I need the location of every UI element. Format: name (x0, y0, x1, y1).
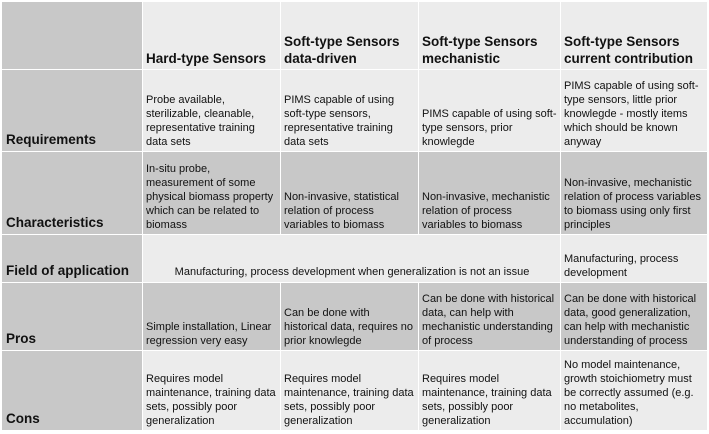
column-header-mechanistic: Soft-type Sensors mechanistic (419, 2, 561, 70)
table-cell: Can be done with historical data, can help with mechanistic understanding of process (419, 283, 561, 351)
column-header-current-contribution: Soft-type Sensors current contribution (561, 2, 708, 70)
corner-cell (2, 2, 143, 70)
row-header-cons: Cons (2, 351, 143, 431)
header-row (2, 2, 708, 70)
table-cell: Non-invasive, mechanistic relation of process variables to biomass using only first principles (561, 152, 708, 235)
table-cell: PIMS capable of using soft-type sensors, representative training data sets (281, 70, 419, 152)
table-cell: Requires model maintenance, training data sets, possibly poor generalization (281, 351, 419, 431)
table-cell: Non-invasive, mechanistic relation of process variables to biomass (419, 152, 561, 235)
table-cell: Can be done with historical data, requires no prior knowlegde (281, 283, 419, 351)
comparison-table (1, 1, 708, 431)
table-cell: Probe available, sterilizable, cleanable, representative training data sets (143, 70, 281, 152)
table-cell: Requires model maintenance, training data sets, possibly poor generalization (143, 351, 281, 431)
row-header-requirements: Requirements (2, 70, 143, 152)
row-header-characteristics: Characteristics (2, 152, 143, 235)
column-header-hard-type: Hard-type Sensors (143, 2, 281, 70)
table-cell: In-situ probe, measurement of some physical biomass property which can be related to biomass (143, 152, 281, 235)
table-cell: Non-invasive, statistical relation of process variables to biomass (281, 152, 419, 235)
table-cell: PIMS capable of using soft-type sensors, prior knowlegde (419, 70, 561, 152)
table-cell: Simple installation, Linear regression very easy (143, 283, 281, 351)
table-cell: Requires model maintenance, training data sets, possibly poor generalization (419, 351, 561, 431)
table-cell: Can be done with historical data, good generalization, can help with mechanistic understanding of process (561, 283, 708, 351)
table-row-requirements (2, 70, 708, 152)
row-header-pros: Pros (2, 283, 143, 351)
table-cell-merged: Manufacturing, process development when generalization is not an issue (143, 235, 561, 283)
table-cell: No model maintenance, growth stoichiometry must be correctly assumed (e.g. no metabolites, accumulation) (561, 351, 708, 431)
table-row-cons (2, 351, 708, 431)
row-header-field-of-application: Field of application (2, 235, 143, 283)
table-cell: Manufacturing, process development (561, 235, 708, 283)
table-cell: PIMS capable of using soft-type sensors, little prior knowlegde - mostly items which should be known anyway (561, 70, 708, 152)
table-row-characteristics (2, 152, 708, 235)
column-header-data-driven: Soft-type Sensors data-driven (281, 2, 419, 70)
table-row-pros (2, 283, 708, 351)
table-row-field-of-application (2, 235, 708, 283)
